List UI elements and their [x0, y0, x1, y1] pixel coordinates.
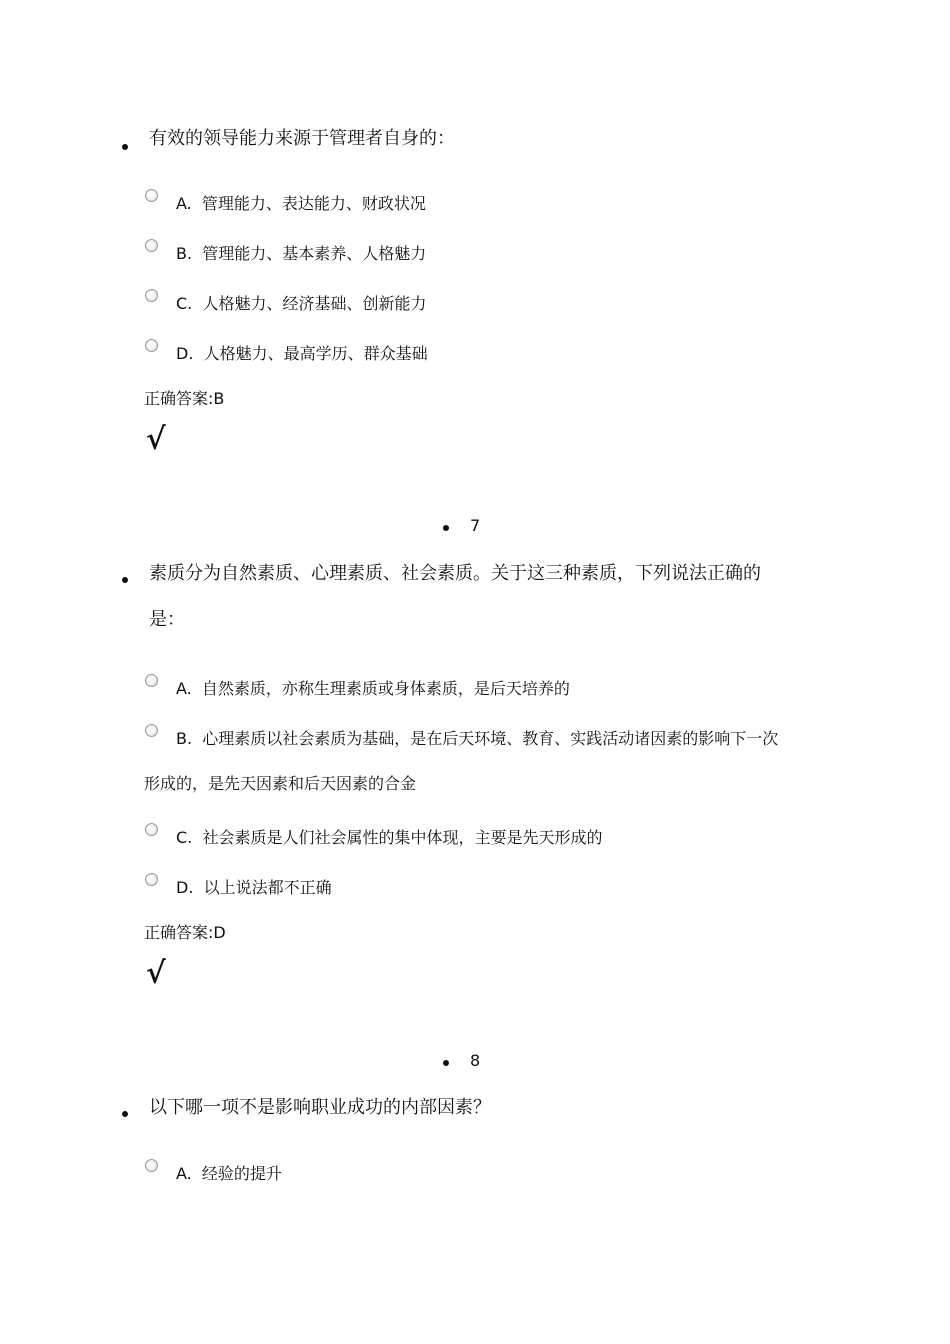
- option-b-label: [176, 729, 778, 749]
- option-a-label: [176, 194, 426, 214]
- question-text: 以下哪一项不是影响职业成功的内部因素？: [149, 1097, 491, 1118]
- question-bullet: [122, 577, 128, 583]
- question-text: 素质分为自然素质、心理素质、社会素质。关于这三种素质，下列说法正确的: [149, 563, 761, 584]
- option-text: 管理能力、表达能力、财政状况: [201, 194, 426, 213]
- option-text: 心理素质以社会素质为基础，是在后天环境、教育、实践活动诸因素的影响下一次: [202, 729, 779, 748]
- option-letter: A.: [176, 679, 192, 698]
- option-text: 人格魅力、最高学历、群众基础: [203, 344, 428, 363]
- option-text: 以上说法都不正确: [203, 878, 332, 897]
- option-d-label: [176, 344, 428, 364]
- option-c-radio[interactable]: [145, 289, 158, 302]
- option-text: 自然素质，亦称生理素质或身体素质，是后天培养的: [201, 679, 570, 698]
- option-a-radio[interactable]: [145, 674, 158, 687]
- option-b-radio[interactable]: [145, 724, 158, 737]
- question-bullet: [122, 144, 128, 150]
- option-a-radio[interactable]: [145, 189, 158, 202]
- option-letter: C.: [176, 294, 193, 313]
- question-number-bullet: [443, 1060, 449, 1066]
- question-number: 7: [470, 516, 481, 535]
- option-text: 管理能力、基本素养、人格魅力: [202, 244, 427, 263]
- option-letter: B.: [176, 244, 193, 263]
- question-text: 有效的领导能力来源于管理者自身的：: [149, 128, 455, 149]
- option-b-radio[interactable]: [145, 239, 158, 252]
- option-a-label: [176, 679, 570, 699]
- option-letter: A.: [176, 1164, 192, 1183]
- question-bullet: [122, 1111, 128, 1117]
- option-a-radio[interactable]: [145, 1159, 158, 1172]
- option-text: 人格魅力、经济基础、创新能力: [202, 294, 427, 313]
- option-letter: D.: [176, 344, 194, 363]
- option-d-radio[interactable]: [145, 873, 158, 886]
- option-letter: A.: [176, 194, 192, 213]
- check-mark-icon: √: [146, 422, 166, 457]
- option-c-label: [176, 828, 602, 848]
- question-number-bullet: [443, 525, 449, 531]
- correct-answer: 正确答案:D: [144, 923, 226, 942]
- option-letter: C.: [176, 828, 193, 847]
- option-letter: B.: [176, 729, 193, 748]
- correct-answer: 正确答案:B: [144, 389, 225, 408]
- option-a-label: [176, 1164, 282, 1184]
- option-d-label: [176, 878, 332, 898]
- option-c-label: [176, 294, 426, 314]
- option-c-radio[interactable]: [145, 823, 158, 836]
- option-b-label-continued: 形成的，是先天因素和后天因素的合金: [144, 774, 417, 793]
- option-text: 社会素质是人们社会属性的集中体现，主要是先天形成的: [202, 828, 603, 847]
- check-mark-icon: √: [146, 956, 166, 991]
- option-b-label: [176, 244, 426, 264]
- question-number: 8: [470, 1051, 481, 1070]
- question-text-continued: 是：: [149, 609, 185, 630]
- option-d-radio[interactable]: [145, 339, 158, 352]
- option-letter: D.: [176, 878, 194, 897]
- option-text: 经验的提升: [201, 1164, 282, 1183]
